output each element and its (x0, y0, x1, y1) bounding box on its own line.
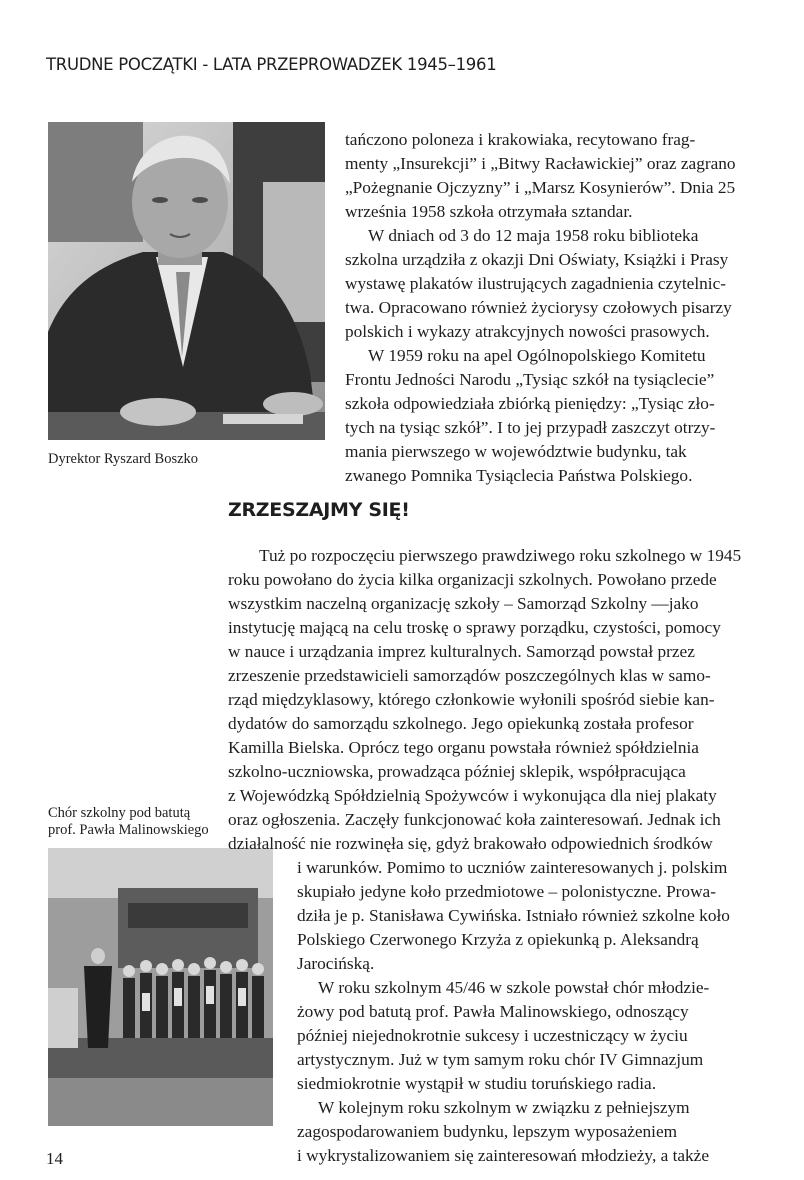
text-line: działalność nie rozwinęła się, gdyż brakowało odpowiednich środków (228, 834, 713, 853)
director-portrait-photo (48, 122, 325, 440)
text-line: rząd międzyklasowy, którego członkowie wyłonili spośród siebie kan- (228, 690, 715, 709)
text-line: żowy pod batutą prof. Pawła Malinowskiego, odnoszący (297, 1002, 689, 1021)
text-line: szkolna urządziła z okazji Dni Oświaty, Książki i Prasy (345, 250, 729, 269)
text-line: „Pożegnanie Ojczyzny” i „Marsz Kosynierów”. Dnia 25 (345, 178, 736, 197)
photo-caption-director (48, 451, 198, 468)
text-line: W dniach od 3 do 12 maja 1958 roku biblioteka (368, 226, 699, 245)
text-line: W kolejnym roku szkolnym w związku z pełniejszym (318, 1098, 690, 1117)
text-line: tych na tysiąc szkół”. I to jej przypadł zaszczyt otrzy- (345, 418, 716, 437)
text-line: W 1959 roku na apel Ogólnopolskiego Komitetu (368, 346, 706, 365)
text-line: artystycznym. Już w tym samym roku chór IV Gimnazjum (297, 1050, 704, 1069)
text-line: szkoła odpowiedziała zbiórką pieniędzy: „Tysiąc zło- (345, 394, 715, 413)
text-line: W roku szkolnym 45/46 w szkole powstał chór młodzie- (318, 978, 710, 997)
text-line: siedmiokrotnie wystąpił w studiu toruńskiego radia. (297, 1074, 657, 1093)
text-line: z Wojewódzką Spółdzielnią Spożywców i wykonująca dla niej plakaty (228, 786, 717, 805)
text-line: Frontu Jedności Narodu „Tysiąc szkół na tysiąclecie” (345, 370, 715, 389)
section-heading: ZRZESZAJMY SIĘ! (228, 499, 410, 521)
text-line: skupiało jedyne koło przedmiotowe – polonistyczne. Prowa- (297, 882, 716, 901)
text-line: instytucję mającą na celu troskę o sprawy porządku, czystości, pomocy (228, 618, 721, 637)
text-line: zrzeszenie przedstawicieli samorządów poszczególnych klas w samo- (228, 666, 711, 685)
running-header: TRUDNE POCZĄTKI - LATA PRZEPROWADZEK 1945–1961 (46, 55, 497, 74)
text-line: szkolno-uczniowska, prowadząca później sklepik, współpracująca (228, 762, 686, 781)
text-line: menty „Insurekcji” i „Bitwy Racławickiej” oraz zagrano (345, 154, 736, 173)
text-line: później niejednokrotnie sukcesy i uczestniczący w życiu (297, 1026, 688, 1045)
text-line: tańczono poloneza i krakowiaka, recytowano frag- (345, 130, 696, 149)
school-choir-photo (48, 848, 273, 1126)
page-number: 14 (46, 1149, 63, 1168)
caption-line: Dyrektor Ryszard Boszko (48, 451, 199, 467)
text-line: zwanego Pomnika Tysiąclecia Państwa Polskiego. (345, 466, 693, 485)
text-line: wystawę plakatów ilustrujących zagadnienia czytelnic- (345, 274, 726, 293)
text-line: zagospodarowaniem budynku, lepszym wyposażeniem (297, 1122, 678, 1141)
caption-line: Chór szkolny pod batutą (48, 805, 191, 821)
text-line: twa. Opracowano również życiorysy czołowych pisarzy (345, 298, 732, 317)
text-line: Polskiego Czerwonego Krzyża z opiekunką p. Aleksandrą (297, 930, 699, 949)
text-line: Jarocińską. (297, 954, 375, 973)
caption-line: prof. Pawła Malinowskiego (48, 822, 209, 838)
text-line: w nauce i urządzania imprez kulturalnych. Samorząd powstał przez (228, 642, 695, 661)
photo-caption-choir (48, 805, 209, 839)
text-line: dydatów do samorządu szkolnego. Jego opiekunką została profesor (228, 714, 694, 733)
text-line: polskich i wykazy atrakcyjnych nowości prasowych. (345, 322, 710, 341)
text-line: i wykrystalizowaniem się zainteresowań młodzieży, a także (297, 1146, 710, 1165)
text-line: i warunków. Pomimo to uczniów zainteresowanych j. polskim (297, 858, 728, 877)
text-line: wszystkim naczelną organizację szkoły – Samorząd Szkolny —jako (228, 594, 699, 613)
text-line: Tuż po rozpoczęciu pierwszego prawdziwego roku szkolnego w 1945 (259, 546, 742, 565)
text-line: Kamilla Bielska. Oprócz tego organu powstała również spółdzielnia (228, 738, 699, 757)
text-line: mania pierwszego w województwie budynku, tak (345, 442, 687, 461)
text-line: września 1958 szkoła otrzymała sztandar. (345, 202, 633, 221)
text-line: dziła je p. Stanisława Cywińska. Istniało również szkolne koło (297, 906, 730, 925)
text-line: oraz ogłoszenia. Zaczęły funkcjonować koła zainteresowań. Jednak ich (228, 810, 721, 829)
text-line: roku powołano do życia kilka organizacji szkolnych. Powołano przede (228, 570, 717, 589)
